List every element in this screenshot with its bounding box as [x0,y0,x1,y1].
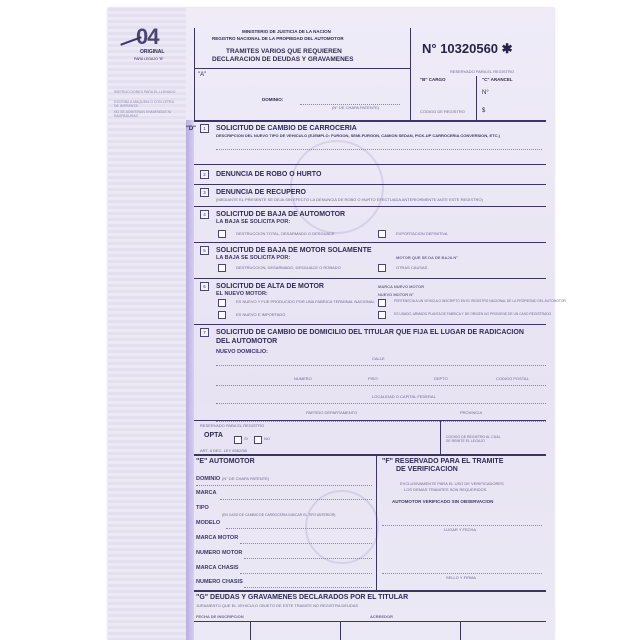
f-desc-1: EXCLUSIVAMENTE PARA EL USO DE VERIFICADORES [400,481,504,486]
rule [194,242,546,243]
rule [376,454,377,590]
nuevo-motor-label: NUEVO MOTOR N° [378,292,414,297]
header-rule [194,68,410,69]
f-verificado: AUTOMOTOR VERIFICADO SIN OBSERVACION [392,499,494,504]
option-otras-causas-checkbox[interactable] [378,264,386,272]
motor-baja-label: MOTOR QUE SE DA DE BAJA N° [396,255,458,260]
e-marca-motor-label: MARCA MOTOR [196,535,239,541]
e-numero-chasis-label: NUMERO CHASIS [196,579,243,585]
opta-no: NO [264,436,270,441]
opta-si: SI [244,436,248,441]
g-acreedor-label: ACREEDOR [370,614,393,619]
item-5-title: SOLICITUD DE BAJA DE MOTOR SOLAMENTE [216,247,372,254]
dominio-field[interactable] [300,103,400,105]
item-number-4: 4 [200,210,209,219]
e-numero-motor-field[interactable] [244,557,372,559]
option-destruccion-checkbox[interactable] [218,230,226,238]
copy-sub: PARA LEGAJO "B" [134,57,164,61]
item-6-sub: EL NUEVO MOTOR: [216,291,268,297]
option-pertenecia-checkbox[interactable] [378,299,386,307]
piso-label: PISO [368,376,378,381]
e-dominio-field[interactable] [196,484,372,486]
section-e-title: "E" AUTOMOTOR [196,458,255,465]
partido-label: PARTIDO DEPARTAMENTO [306,410,358,415]
f-sello-label: SELLO Y FIRMA [446,575,477,580]
f-lugar-field[interactable] [382,524,542,526]
section-f-title: "F" RESERVADO PARA EL TRAMITE [382,458,504,465]
e-marca-chasis-field[interactable] [240,572,372,574]
item-2-title: DENUNCIA DE ROBO O HURTO [216,171,322,178]
option-destruccion-motor-checkbox[interactable] [218,264,226,272]
option-label: DESTRUCCION TOTAL, DESARMADO O DESGUACE [236,231,335,236]
n-label: N° [482,90,489,96]
section-g-title: "G" DEUDAS Y GRAVAMENES DECLARADOS POR EL TITULAR [196,594,409,601]
numero-field[interactable] [216,384,546,386]
opta-art: ART. 6 DEC. LEY 6582/58 [200,448,247,453]
rule [194,621,546,622]
e-marca-chasis-label: MARCA CHASIS [196,565,239,571]
section-d-marker: "D" [186,126,197,132]
calle-label: CALLE [372,356,385,361]
color-strip [186,120,197,640]
dominio-label: DOMINIO: [262,97,284,102]
item-6-title: SOLICITUD DE ALTA DE MOTOR [216,283,324,290]
copy-label: ORIGINAL [140,49,165,55]
localidad-field[interactable] [216,402,546,404]
rule [194,206,546,207]
arancel-label: "C" ARANCEL [482,77,513,82]
option-label: PERTENECIA A UN VEHICULO INSCRIPTO EN EL REGISTRO NACIONAL DE LA PROPIEDAD DEL AUTOMOTOR [394,299,566,303]
header-bottom-rule [194,120,546,122]
e-modelo-label: MODELO [196,520,221,526]
section-f-title-2: DE VERIFICACION [396,466,458,473]
item-3-title: DENUNCIA DE RECUPERO [216,189,306,196]
opta-si-checkbox[interactable] [234,436,242,444]
rule [194,324,546,325]
opta-codigo-label: CODIGO DE REGISTRO AL CUAL SE REMITE EL LEGAJO [446,435,501,443]
form-number: N° 10320560 ✱ [422,41,513,56]
e-numero-chasis-field[interactable] [244,586,372,588]
rule [194,590,546,592]
item-5-sub: LA BAJA SE SOLICITA POR: [216,255,291,261]
rule [194,164,546,165]
option-label: EXPORTACION DEFINITIVA [396,231,448,236]
header-divider [194,28,195,120]
number-divider [410,28,411,120]
depto-label: DEPTO [434,376,448,381]
rule [194,454,546,456]
item-number-5: 5 [200,246,209,255]
option-label: ES USADO, ARMADO PLANTA DE FABRICA Y DE ORIGEN NO PROVIENE DE UN CASO REGISTRADO [394,312,552,316]
item-4-title: SOLICITUD DE BAJA DE AUTOMOTOR [216,211,346,218]
ministry-label: MINISTERIO DE JUSTICIA DE LA NACION [242,29,331,34]
e-marca-motor-field[interactable] [240,542,372,544]
item-4-sub: LA BAJA SE SOLICITA POR: [216,219,291,225]
option-label: DESTRUCCION, DESARMADO, DESGUACE O ROBADO [236,265,341,270]
item-7-sub: NUEVO DOMICILIO: [216,349,268,355]
sidebar-note: INSTRUCCIONES PARA EL LLENADO [114,90,176,94]
codigo-label: CODIGO DE REGISTRO [420,109,465,114]
f-desc-2: LOS DEMAS TRAMITES SON REQUERIDOS [404,487,487,492]
e-dominio-label: DOMINIO [196,476,221,482]
option-usado-checkbox[interactable] [378,311,386,319]
opta-label: OPTA [204,432,223,439]
e-dominio-hint: (N° DE CHAPA PATENTE) [222,476,270,481]
marca-motor-label: MARCA NUEVO MOTOR [378,284,424,289]
cargo-divider [476,76,477,120]
rule [340,621,341,640]
form-title-2: DECLARACION DE DEUDAS Y GRAVAMENES [212,56,354,63]
watermark-seal [290,140,384,234]
carroceria-field[interactable] [216,148,542,150]
rule [440,420,441,454]
section-a-label: "A" [198,72,207,78]
e-tipo-label: TIPO [196,505,209,511]
form-code: 04 [136,24,159,49]
localidad-label: LOCALIDAD O CAPITAL FEDERAL [372,394,436,399]
registry-label: REGISTRO NACIONAL DE LA PROPIEDAD DEL AUTOMOTOR [212,36,344,41]
numero-label: NUMERO [294,376,312,381]
option-nuevo-nacional-checkbox[interactable] [218,299,226,307]
item-1-desc: DESCRIPCION DEL NUEVO TIPO DE VEHICULO (EJEMPLO: FURGON, SEMI-FURGON, CAMION SEDAN, PICK-UP CARROCERIA CONVERSION, ETC.) [216,133,500,138]
f-lugar-label: LUGAR Y FECHA [444,527,477,532]
g-fecha-label: FECHA DE INSCRIPCION [196,614,244,619]
item-7-title-2: DEL AUTOMOTOR [216,338,278,345]
option-label: OTRAS CAUSAS [396,265,428,270]
item-number-2: 2 [200,170,209,179]
provincia-label: PROVINCIA [460,410,483,415]
item-3-desc: (MEDIANTE EL PRESENTE SE DEJA SIN EFECTO LA DENUNCIA DE ROBO O HURTO EFECTUADA ANTERIORMENTE ANTE ESTE REGISTRO) [216,197,483,202]
option-label: ES NUEVO E IMPORTADO [236,312,286,317]
e-modelo-field[interactable] [226,527,372,529]
e-marca-field[interactable] [220,498,372,500]
dominio-hint: (N° DE CHAPA PATENTE) [332,105,380,110]
item-number-7: 7 [200,328,209,337]
section-g-desc: JURAMENTO QUE EL VEHICULO OBJETO DE ESTE TRAMITE NO REGISTRA DEUDAS [196,603,359,608]
e-tipo-hint: (EN CASO DE CAMBIO DE CARROCERIA INDICAR EL TIPO ANTERIOR) [222,513,336,517]
opta-reserved: RESERVADO PARA EL REGISTRO [200,423,265,428]
opta-no-checkbox[interactable] [254,436,262,444]
item-number-3: 3 [200,188,209,197]
item-7-title: SOLICITUD DE CAMBIO DE DOMICILIO DEL TITULAR QUE FIJA EL LUGAR DE RADICACION [216,329,524,336]
item-number-6: 6 [200,282,209,291]
cp-label: CODIGO POSTAL [496,376,529,381]
item-number-1: 1 [200,124,209,133]
e-numero-motor-label: NUMERO MOTOR [196,550,243,556]
e-marca-label: MARCA [196,490,217,496]
calle-field[interactable] [216,364,546,366]
option-nuevo-importado-checkbox[interactable] [218,311,226,319]
cargo-label: "B" CARGO [420,77,446,82]
rule [194,420,546,421]
option-label: ES NUEVO Y FUE PRODUCIDO POR UNA FABRICA TERMINAL NACIONAL [236,299,375,304]
f-sello-field[interactable] [382,572,542,574]
rule [250,621,251,640]
sidebar-note: NO SE ADMITIRAN ENMIENDAS NI RASPADURAS [114,110,172,118]
option-exportacion-checkbox[interactable] [378,230,386,238]
form-title-1: TRAMITES VARIOS QUE REQUIEREN [226,48,342,55]
reserved-label: RESERVADO PARA EL REGISTRO [450,69,515,74]
dollar-sign: $ [482,108,486,114]
rule [194,184,546,185]
rule [194,278,546,279]
item-1-title: SOLICITUD DE CAMBIO DE CARROCERIA [216,125,357,132]
sidebar-note: ESCRIBA A MAQUINA O CON LETRA DE IMPRENTA [114,100,174,108]
rule [460,621,461,640]
